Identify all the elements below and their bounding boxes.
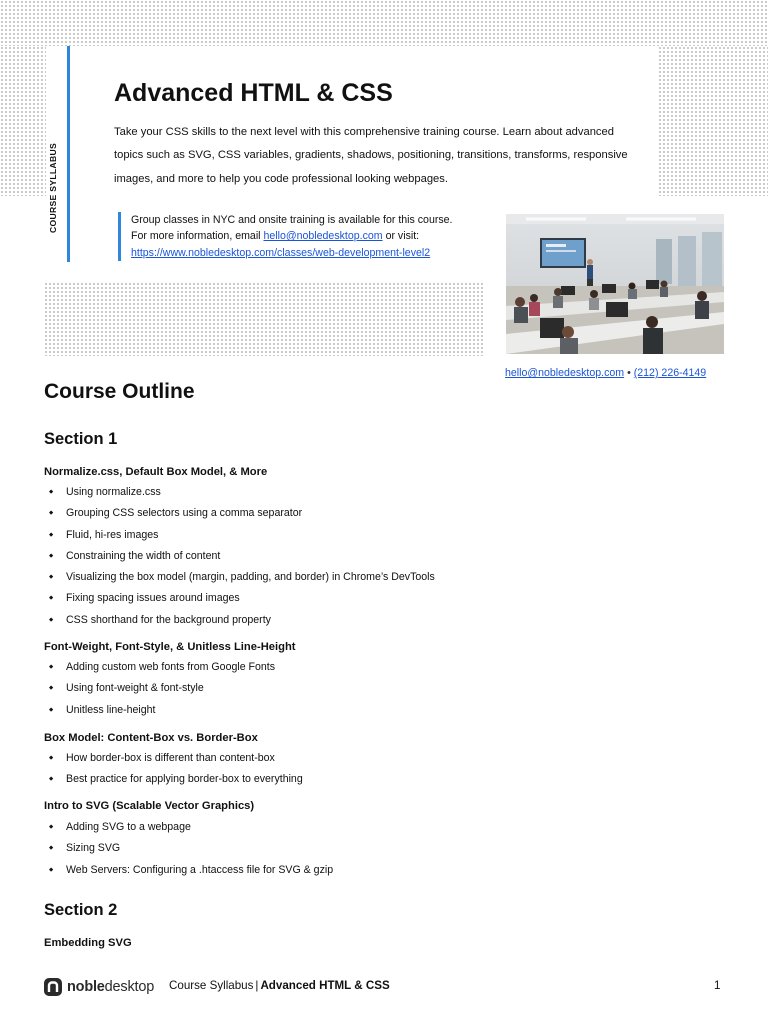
- logo-n-icon: [44, 978, 62, 996]
- list-item: ◆ Constraining the width of content: [48, 546, 435, 567]
- list-item: ◆ Adding SVG to a webpage: [48, 817, 333, 838]
- info-email-link[interactable]: hello@nobledesktop.com: [263, 230, 383, 243]
- group-heading-box-model: Box Model: Content-Box vs. Border-Box: [44, 732, 258, 744]
- group-heading-embedding-svg: Embedding SVG: [44, 937, 132, 949]
- noble-desktop-logo: [44, 978, 154, 996]
- group-list-normalize: [48, 482, 435, 631]
- section-1-heading: Section 1: [44, 430, 118, 448]
- course-outline-heading: Course Outline: [44, 380, 195, 403]
- info-line-2: [131, 228, 501, 244]
- info-callout: [118, 212, 501, 261]
- list-item: ◆ Using font-weight & font-style: [48, 678, 275, 699]
- list-item: ◆ Using normalize.css: [48, 482, 435, 503]
- contact-line: [505, 367, 706, 379]
- list-item: ◆ Sizing SVG: [48, 838, 333, 859]
- dot-pattern-right: [658, 46, 768, 196]
- list-item: ◆ Visualizing the box model (margin, padding, and border) in Chrome’s DevTools: [48, 567, 435, 588]
- page-number: 1: [714, 979, 721, 992]
- list-item: ◆ CSS shorthand for the background property: [48, 610, 435, 631]
- info-url-link[interactable]: https://www.nobledesktop.com/classes/web-development-level2: [131, 246, 431, 259]
- page-title: Advanced HTML & CSS: [114, 79, 393, 107]
- dot-pattern-left: [0, 46, 46, 196]
- classroom-photo: [506, 214, 724, 354]
- contact-separator: •: [627, 367, 631, 379]
- group-heading-svg-intro: Intro to SVG (Scalable Vector Graphics): [44, 800, 255, 812]
- list-item: ◆ Fluid, hi-res images: [48, 525, 435, 546]
- list-item: ◆ Grouping CSS selectors using a comma separator: [48, 503, 435, 524]
- footer-caption-prefix: Course Syllabus: [169, 979, 254, 992]
- footer-caption-course: Advanced HTML & CSS: [260, 979, 390, 992]
- logo-wordmark: [67, 979, 154, 995]
- group-heading-normalize: Normalize.css, Default Box Model, & More: [44, 466, 268, 478]
- list-item: ◆ Adding custom web fonts from Google Fonts: [48, 657, 275, 678]
- logo-word-desktop: desktop: [104, 979, 155, 995]
- dot-pattern-middle: [44, 282, 484, 356]
- section-2-heading: Section 2: [44, 901, 118, 919]
- list-item: ◆ Fixing spacing issues around images: [48, 588, 435, 609]
- footer-caption-separator: |: [255, 979, 259, 992]
- footer-caption: [169, 979, 390, 992]
- list-item: ◆ How border-box is different than content-box: [48, 748, 303, 769]
- group-heading-font-weight: Font-Weight, Font-Style, & Unitless Line-Height: [44, 641, 296, 653]
- group-list-box-model: [48, 748, 303, 791]
- group-list-font-weight: [48, 657, 275, 721]
- list-item: ◆ Best practice for applying border-box to everything: [48, 769, 303, 790]
- contact-phone-link[interactable]: (212) 226-4149: [633, 367, 707, 379]
- info-line-2-prefix: For more information, email: [131, 230, 261, 243]
- logo-word-noble: noble: [67, 979, 105, 995]
- side-label: COURSE SYLLABUS: [48, 143, 58, 233]
- info-line-2-suffix: or visit:: [385, 230, 420, 243]
- contact-email-link[interactable]: hello@nobledesktop.com: [505, 367, 625, 379]
- group-list-svg-intro: [48, 817, 333, 881]
- list-item: ◆ Web Servers: Configuring a .htaccess file for SVG & gzip: [48, 860, 333, 881]
- dot-pattern-top: [0, 0, 768, 46]
- intro-paragraph: Take your CSS skills to the next level with this comprehensive training course. Learn about advanced topics such as SVG, CSS variables, gradients, shadows, positioning, transitions, transforms, responsive images, and more to help you code professional looking webpages.: [114, 126, 628, 185]
- info-line-1: Group classes in NYC and onsite training is available for this course.: [131, 214, 453, 226]
- list-item: ◆ Unitless line-height: [48, 700, 275, 721]
- accent-bar: [67, 46, 70, 262]
